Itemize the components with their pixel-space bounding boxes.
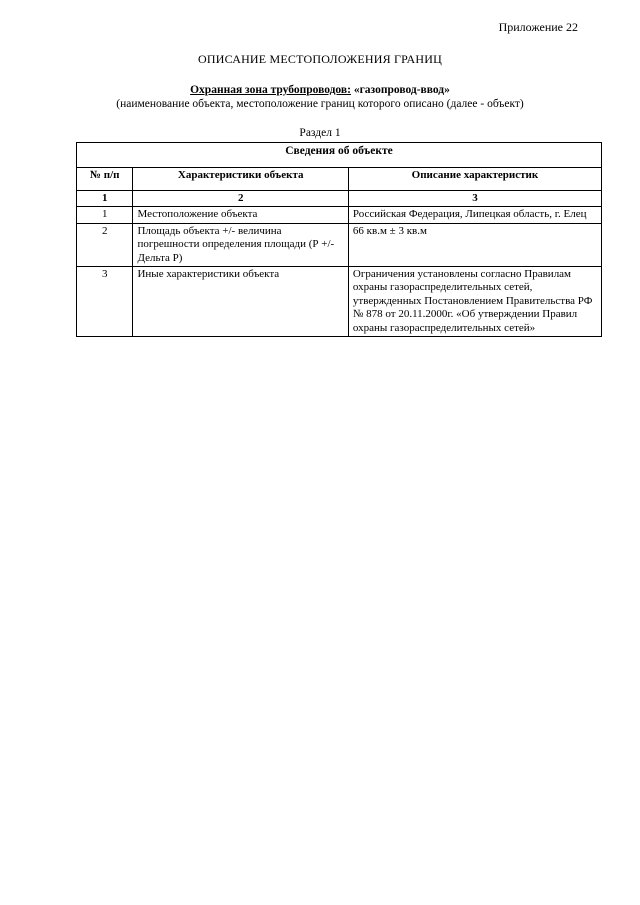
row-description: 66 кв.м ± 3 кв.м [348,223,601,266]
object-note: (наименование объекта, местоположение границ которого описано (далее - объект) [116,98,524,110]
row-number: 3 [77,267,133,337]
header-description: Описание характеристик [348,168,601,191]
table-row [77,223,602,266]
row-characteristic: Иные характеристики объекта [133,267,348,337]
table-caption: Сведения об объекте [77,143,602,168]
appendix-label: Приложение 22 [498,20,578,34]
table-header-row [77,168,602,191]
table-row [77,207,602,223]
header-number: № п/п [77,168,133,191]
header-characteristic: Характеристики объекта [133,168,348,191]
row-characteristic: Площадь объекта +/- величина погрешности определения площади (Р +/- Дельта Р) [133,223,348,266]
section-label: Раздел 1 [299,127,341,139]
row-characteristic: Местоположение объекта [133,207,348,223]
object-name [0,84,640,96]
page-title: ОПИСАНИЕ МЕСТОПОЛОЖЕНИЯ ГРАНИЦ [198,52,442,66]
table-caption-row [77,143,602,168]
column-number: 1 [77,191,133,207]
row-number: 1 [77,207,133,223]
row-number: 2 [77,223,133,266]
object-type: Охранная зона трубопроводов: [190,84,351,96]
column-number: 3 [348,191,601,207]
column-number: 2 [133,191,348,207]
table-row [77,267,602,337]
object-title: «газопровод-ввод» [353,84,450,96]
object-info-table [76,142,602,337]
row-description: Российская Федерация, Липецкая область, г. Елец [348,207,601,223]
table-column-numbers-row [77,191,602,207]
row-description: Ограничения установлены согласно Правилам охраны газораспределительных сетей, утвержденных Постановлением Правительства РФ № 878 от 20.11.2000г. «Об утверждении Правил охраны газораспределительных сетей» [348,267,601,337]
